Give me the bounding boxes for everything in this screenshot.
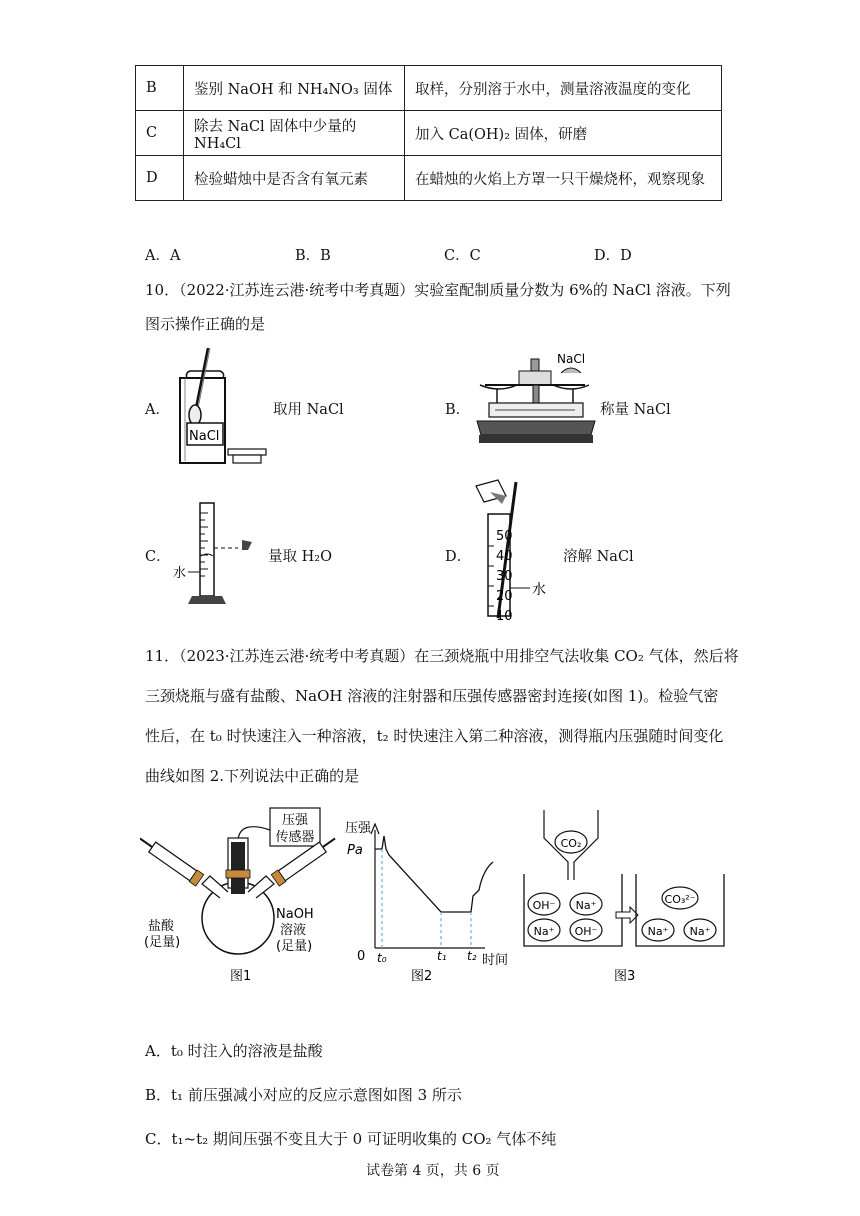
table-row <box>136 156 722 201</box>
table-cell: D <box>136 156 184 201</box>
figure-2-caption: 图2 <box>411 969 433 984</box>
scale-mark: 30 <box>496 569 513 584</box>
options-table <box>135 65 722 201</box>
q11-stem-line1: 11．（2023·江苏连云港·统考中考真题）在三颈烧瓶中用排空气法收集 CO₂ 气体，然后将 <box>145 647 739 665</box>
table-cell: 取样，分别溶于水中，测量溶液温度的变化 <box>405 66 722 111</box>
q11-stem-line4: 曲线如图 2.下列说法中正确的是 <box>145 767 360 785</box>
q10-option-d-caption: 溶解 NaCl <box>563 549 634 565</box>
balance-figure <box>475 345 597 455</box>
pa-label: Pa <box>347 843 363 858</box>
water-label: 水 <box>173 566 187 581</box>
scale-mark: 40 <box>496 549 513 564</box>
ion-label: Na⁺ <box>689 925 711 938</box>
q11-stem-line3: 性后，在 t₀ 时快速注入一种溶液，t₂ 时快速注入第二种溶液，测得瓶内压强随时间变化 <box>145 727 724 745</box>
table-cell: 除去 NaCl 固体中少量的 NH₄Cl <box>184 111 405 156</box>
naoh-label-2: 溶液 <box>280 923 307 938</box>
choice-c[interactable]: C．C <box>444 248 481 264</box>
ion-label: Na⁺ <box>647 925 669 938</box>
q10-option-b-letter[interactable]: B． <box>445 402 471 418</box>
q11-answer-b[interactable]: B．t₁ 前压强减小对应的反应示意图如图 3 所示 <box>145 1086 462 1104</box>
figure-2-pressure-graph <box>345 800 520 990</box>
q10-option-d-letter[interactable]: D． <box>445 549 472 565</box>
hcl-label-2: (足量) <box>144 935 181 950</box>
hcl-label-1: 盐酸 <box>148 919 175 934</box>
figure-1-apparatus <box>140 800 340 990</box>
ion-label: OH⁻ <box>532 899 556 912</box>
q10-option-a-caption: 取用 NaCl <box>273 402 344 418</box>
gas-label: CO₂ <box>560 837 582 850</box>
choice-b[interactable]: B．B <box>295 248 331 264</box>
pan-label: NaCl <box>557 352 586 366</box>
naoh-label-1: NaOH <box>276 907 314 922</box>
sensor-label-1: 压强 <box>281 813 309 828</box>
table-cell: 在蜡烛的火焰上方罩一只干燥烧杯，观察现象 <box>405 156 722 201</box>
scale-mark: 50 <box>496 529 513 544</box>
q11-answer-a[interactable]: A．t₀ 时注入的溶液是盐酸 <box>145 1042 323 1060</box>
table-cell: 加入 Ca(OH)₂ 固体，研磨 <box>405 111 722 156</box>
table-cell: C <box>136 111 184 156</box>
choice-d[interactable]: D．D <box>594 248 632 264</box>
table-row <box>136 66 722 111</box>
q11-answer-c[interactable]: C．t₁~t₂ 期间压强不变且大于 0 可证明收集的 CO₂ 气体不纯 <box>145 1130 557 1148</box>
water-label: 水 <box>532 582 546 598</box>
sensor-label-2: 传感器 <box>275 830 315 845</box>
table-cell: B <box>136 66 184 111</box>
jar-label: NaCl <box>189 429 220 444</box>
scale-mark: 20 <box>496 589 513 604</box>
y-axis-label: 压强 <box>345 821 372 836</box>
q10-option-c-caption: 量取 H₂O <box>268 549 332 565</box>
q10-option-b-caption: 称量 NaCl <box>600 402 671 418</box>
ion-label: Na⁺ <box>533 925 555 938</box>
table-cell: 鉴别 NaOH 和 NH₄NO₃ 固体 <box>184 66 405 111</box>
naoh-label-3: (足量) <box>276 939 313 954</box>
table-cell: 检验蜡烛中是否含有氧元素 <box>184 156 405 201</box>
t0-label: t₀ <box>377 951 387 965</box>
q10-stem-line2: 图示操作正确的是 <box>145 315 266 333</box>
q10-option-c-letter[interactable]: C． <box>145 549 171 565</box>
ion-label: Na⁺ <box>575 899 597 912</box>
graduated-cylinder-figure <box>170 498 270 608</box>
t2-label: t₂ <box>467 949 477 963</box>
figure-3-reaction-diagram <box>518 800 730 990</box>
ion-label: CO₃²⁻ <box>664 893 696 906</box>
scale-mark: 10 <box>496 609 513 623</box>
figure-3-caption: 图3 <box>614 969 636 984</box>
dissolve-cylinder-figure <box>470 478 560 623</box>
choice-a[interactable]: A．A <box>145 248 181 264</box>
q11-stem-line2: 三颈烧瓶与盛有盐酸、NaOH 溶液的注射器和压强传感器密封连接(如图 1)。检验气密 <box>145 687 719 705</box>
q10-stem-line1: 10．（2022·江苏连云港·统考中考真题）实验室配制质量分数为 6%的 NaCl 溶液。下列 <box>145 281 731 299</box>
page-footer: 试卷第 4 页，共 6 页 <box>366 1163 500 1179</box>
origin-label: 0 <box>357 949 366 964</box>
figure-1-caption: 图1 <box>230 969 252 984</box>
t1-label: t₁ <box>437 949 447 963</box>
x-axis-label: 时间 <box>482 953 509 968</box>
ion-label: OH⁻ <box>574 925 598 938</box>
q10-option-a-letter[interactable]: A． <box>145 402 170 418</box>
table-row <box>136 111 722 156</box>
reagent-jar-figure <box>175 343 275 468</box>
